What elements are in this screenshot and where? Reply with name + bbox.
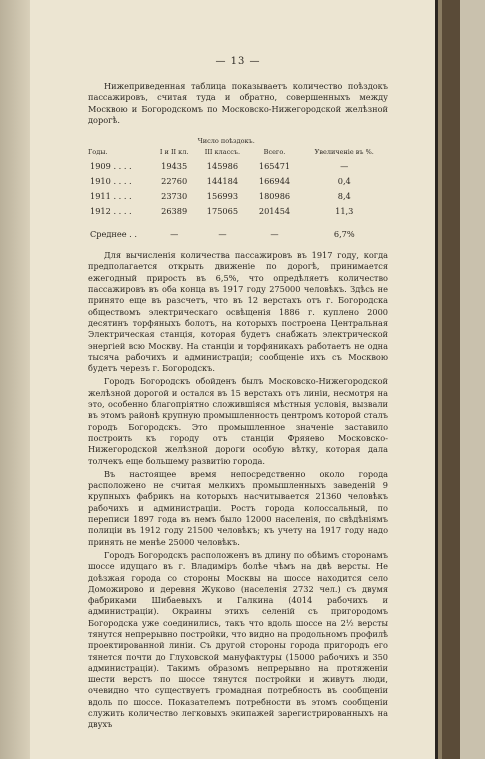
table-cell: Среднее . . <box>90 229 137 240</box>
table-cell: 0,4 <box>337 176 351 187</box>
table-cell: 145986 <box>206 161 239 172</box>
table-average-row <box>88 219 388 242</box>
intro-paragraph: Нижеприведенная таблица показываетъ количество поѣздокъ пассажировъ, считая туда и обратно, совершенныхъ между Москвою и Богородскомъ по Московско-Нижегородской желѣзной дорогѣ. <box>88 81 388 125</box>
body-paragraph: Въ настоящее время непосредственно около города расположено не считая мелкихъ промышленныхъ заведеній 9 крупныхъ фабрикъ на которыхъ насчитывается 21360 человѣкъ рабочихъ и администраціи. Ростъ города колоссальный, по переписи 1897 года въ немъ было 12000 населенія, по свѣдѣніямъ полиціи въ 1912 году 21500 человѣкъ; къ учету на 1917 году надо принять не менѣе 25000 человѣкъ. <box>88 468 388 547</box>
table-cell: 19435 <box>161 161 188 172</box>
table-cell: 26389 <box>161 206 188 217</box>
column-header: III классъ. <box>204 147 241 156</box>
table-cell: 8,4 <box>337 191 351 202</box>
table-cell: 175065 <box>206 206 239 217</box>
table-header-row <box>88 149 388 160</box>
passenger-table <box>88 138 388 242</box>
table-cell: 22760 <box>161 176 188 187</box>
table-cell: 1909 . . . . <box>90 161 132 172</box>
table-cell: 1910 . . . . <box>90 176 132 187</box>
table-cell: 144184 <box>206 176 239 187</box>
body-paragraph: Городъ Богородскъ обойденъ былъ Московско-Нижегородской желѣзной дорогой и остался въ 15 верстахъ отъ линіи, несмотря на это, особенно благопріятно сложившіяся мѣстныя условія, вызвали въ этомъ районѣ крупную промышленность центромъ которой сталъ городъ Богородскъ. Это промышленное значеніе заставило построить къ городу отъ станціи Фряяево Московско-Нижегородской желѣзной дороги особую вѣтку, которая дала толчекъ еще большему развитію города. <box>88 376 388 466</box>
column-header: Увеличеніе въ %. <box>314 147 374 156</box>
left-gutter <box>0 0 30 759</box>
table-cell: 1911 . . . . <box>90 191 132 202</box>
table-cell: 165471 <box>258 161 291 172</box>
table-cell: 156993 <box>206 191 239 202</box>
table-cell: 23730 <box>161 191 188 202</box>
column-header: Всего. <box>263 147 286 156</box>
page-edge <box>435 0 460 759</box>
table-cell: 1912 . . . . <box>90 206 132 217</box>
table-cell: — <box>270 229 279 240</box>
table-row <box>88 159 388 174</box>
document-body <box>88 56 388 731</box>
table-cell: 180986 <box>258 191 291 202</box>
column-header: I и II кл. <box>159 147 189 156</box>
table-row <box>88 204 388 219</box>
header-group-label: Число поѣздокъ. <box>197 137 255 146</box>
table-cell: — <box>170 229 179 240</box>
page-number: — 13 — <box>215 56 261 67</box>
table-cell: 6,7% <box>333 229 355 240</box>
column-header: Годы. <box>88 147 108 156</box>
body-paragraph: Для вычисленія количества пассажировъ въ 1917 году, когда предполагается открыть движеніе по дорогѣ, принимается ежегодный прирость въ 6,5%, что опредѣляетъ количество пассажировъ въ оба конца въ 1917 году 275000 человѣкъ. Здѣсь не принято еще въ разсчетъ, что въ 12 верстахъ отъ г. Богородска обществомъ электрическаго освѣщенія 1886 г. куплено 2000 десятинъ торфяныхъ болотъ, на которыхъ построена Центральная Электрическая станція, которая будетъ снабжать электрической энергіей всю Москву. На станціи и торфяникахъ работаетъ не одна тысяча рабочихъ и администраціи; сообщеніе ихъ съ Москвою будетъ черезъ г. Богородскъ. <box>88 250 388 374</box>
table-cell: — <box>340 161 349 172</box>
table-row <box>88 189 388 204</box>
table-row <box>88 174 388 189</box>
table-cell: 11,3 <box>335 206 354 217</box>
body-paragraph: Городъ Богородскъ расположенъ въ длину по обѣимъ сторонамъ шоссе идущаго въ г. Владиміръ болѣе чѣмъ на двѣ версты. Не доѣзжая города со стороны Москвы на шоссе находится село Доможирово и деревня Жуково (населенія 2732 чел.) съ двумя фабриками Шибаевыхъ и Галкина (4014 рабочихъ и администраціи). Окраины этихъ селеній съ пригородомъ Богородска уже соединились, такъ что вдоль шоссе на 2½ версты тянутся непрерывно постройки, что видно на продольномъ профилѣ проектированной линіи. Съ другой стороны города пригородъ его тянется почти до Глуховской мануфактуры (15000 рабочихъ и 350 администраціи). Такимъ образомъ непрерывно на протяженіи шести верстъ по шоссе тянутся постройки и живутъ люди, очевидно что существуетъ громадная потребность въ сообщеніи вдоль по шоссе. Показателемъ потребности въ этомъ сообщеніи служить количество легковыхъ экипажей зарегистрированныхъ на двухъ <box>88 549 388 730</box>
table-cell: 166944 <box>258 176 291 187</box>
table-cell: 201454 <box>258 206 291 217</box>
table-cell: — <box>218 229 227 240</box>
